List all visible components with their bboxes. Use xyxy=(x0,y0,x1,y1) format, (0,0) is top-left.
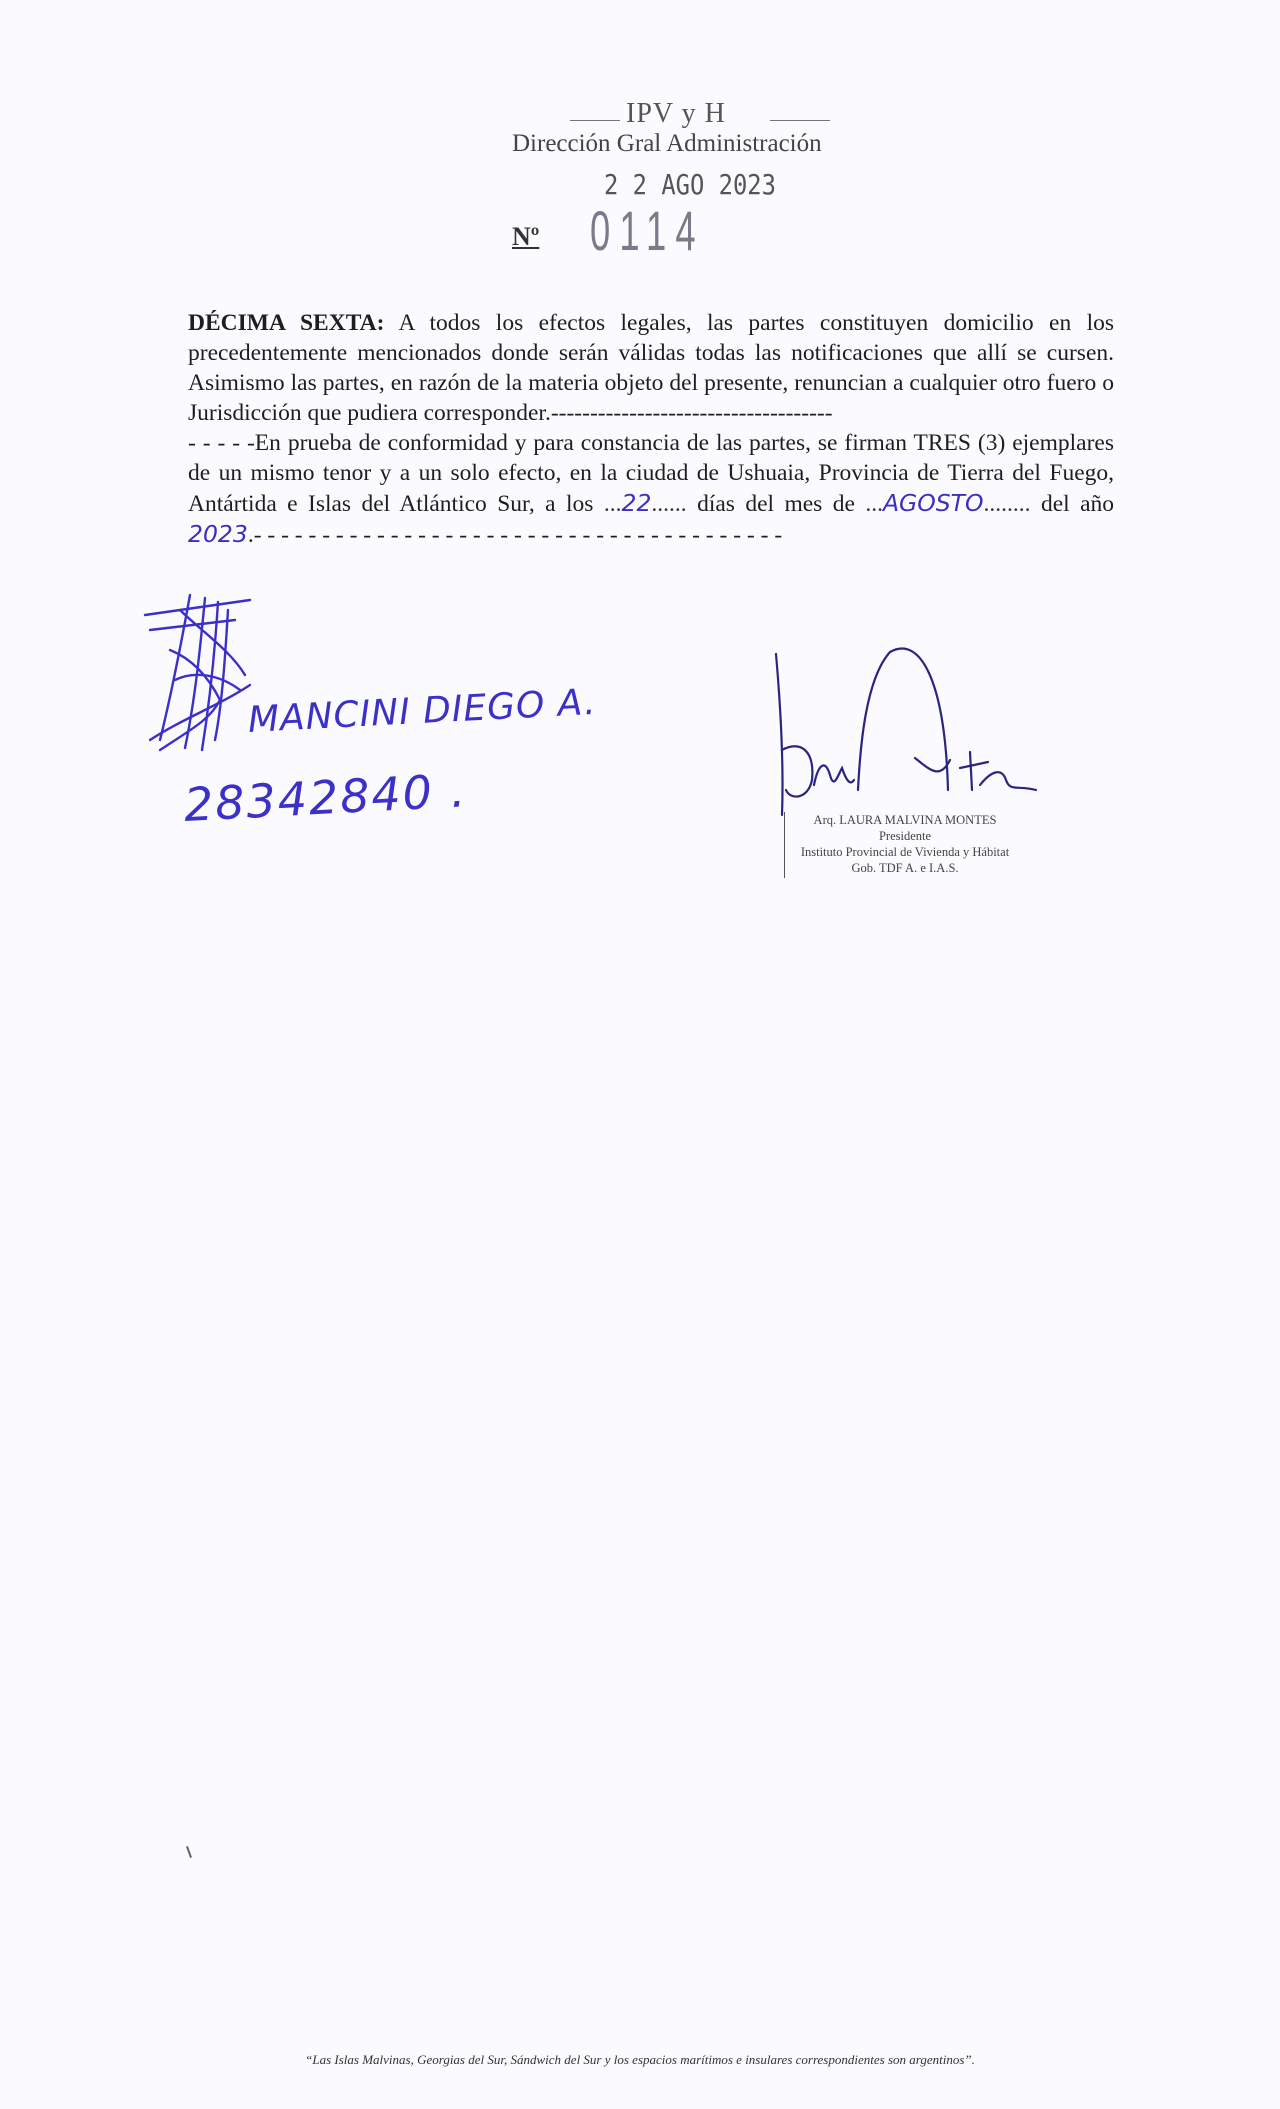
handwritten-day: 22 xyxy=(621,489,652,517)
clause-dashes: ------------------------------------ xyxy=(550,400,833,426)
closing-leading-dashes: - - - - - xyxy=(188,430,255,456)
seal-name: Arq. LAURA MALVINA MONTES xyxy=(813,813,997,827)
stamp-number: 0114 xyxy=(590,199,705,262)
seal-government: Gob. TDF A. e I.A.S. xyxy=(851,861,959,875)
stamp-date: 2 2 AGO 2023 xyxy=(604,168,776,201)
day-dots-before: ... xyxy=(603,491,622,517)
official-seal xyxy=(780,812,1030,876)
clause-heading: DÉCIMA SEXTA: xyxy=(188,310,385,336)
closing-text: En prueba de conformidad y para constancia de las partes, se firman TRES (3) ejemplares de un mismo tenor y a un solo efecto, en la ciudad de Ushuaia, Provincia de Tierra del Fuego, Antártida e Islas del Atlántico Sur, a los xyxy=(188,430,1114,517)
day-dots-after: ...... xyxy=(651,491,687,517)
stamp-department: Dirección Gral Administración xyxy=(512,130,822,157)
stamp-rule-left xyxy=(570,120,620,121)
handwritten-month: AGOSTO xyxy=(882,489,984,517)
stamp-organization: IPV y H xyxy=(626,98,726,129)
month-dots-before: ... xyxy=(865,491,883,517)
stamp-number-label: Nº xyxy=(512,222,540,251)
closing-trailing-dashes: .- - - - - - - - - - - - - - - - - - - - - - - - - - - - - - - - - - - - - - - xyxy=(247,522,783,548)
scan-mark xyxy=(186,1846,192,1858)
right-signature xyxy=(770,640,1070,820)
clause-paragraph xyxy=(188,308,1114,428)
seal-institution: Instituto Provincial de Vivienda y Hábitat xyxy=(800,845,1010,859)
left-signature xyxy=(140,590,260,760)
days-of-month-text: días del mes de xyxy=(686,491,855,517)
year-label: del año xyxy=(1030,491,1115,517)
closing-paragraph xyxy=(188,428,1114,550)
seal-role: Presidente xyxy=(878,829,932,843)
stamp-rule-right xyxy=(770,120,830,121)
clause-text: A todos los efectos legales, las partes constituyen domicilio en los precedentemente mencionados donde serán válidas todas las notificaciones que allí se cursen. Asimismo las partes, en razón de la materia objeto del presente, renuncian a cualquier otro fuero o Jurisdicción que pudiera corresponder. xyxy=(188,310,1114,426)
handwritten-signatory-dni: 28342840 . xyxy=(182,763,469,832)
handwritten-year: 2023 xyxy=(188,520,248,548)
handwritten-signatory-name: MANCINI DIEGO A. xyxy=(246,681,598,741)
month-dots-after: ........ xyxy=(983,491,1031,517)
footer-legend: “Las Islas Malvinas, Georgias del Sur, Sándwich del Sur y los espacios marítimos e insulares correspondientes son argentinos”. xyxy=(305,2052,975,2067)
